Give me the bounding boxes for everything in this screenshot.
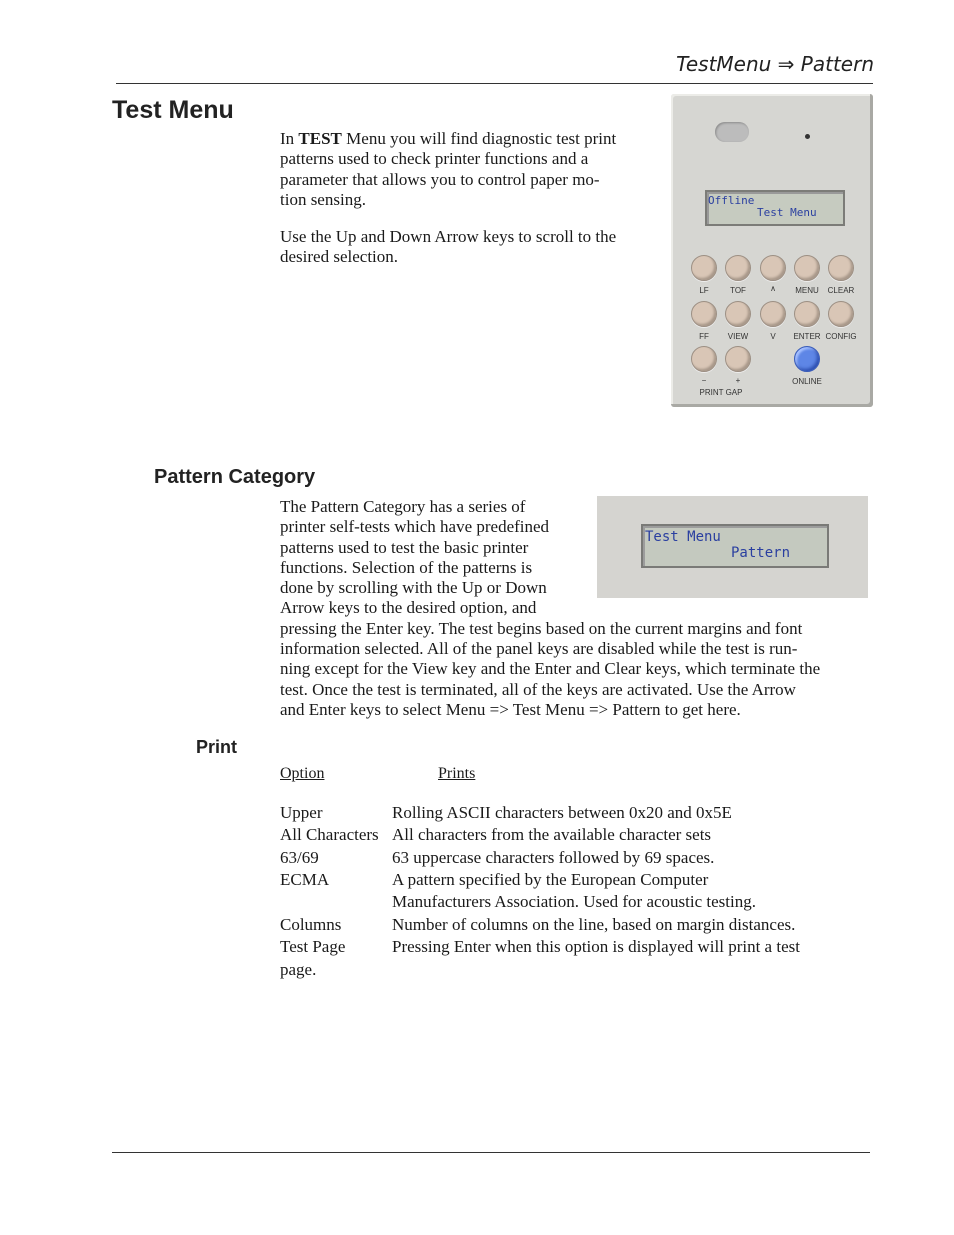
running-header: TestMenu ⇒ Pattern — [676, 52, 874, 76]
option-cell: 63/69 — [280, 848, 319, 867]
pattern-line: and Enter keys to select Menu => Test Menu => Pattern to get here. — [280, 699, 741, 719]
pattern-line: test. Once the test is terminated, all of the keys are activated. Use the Arrow — [280, 679, 796, 699]
key-down-arrow — [760, 301, 786, 327]
intro-line-1: Menu you will find diagnostic test print — [341, 129, 617, 148]
key-label-tof: TOF — [730, 286, 746, 295]
pattern-line: information selected. All of the panel keys are disabled while the test is run- — [280, 639, 798, 659]
key-config — [828, 301, 854, 327]
key-label-up: ∧ — [770, 284, 776, 293]
pattern-lcd-line2: Pattern — [731, 545, 791, 561]
prints-cell: Number of columns on the line, based on margin distances. — [392, 915, 796, 934]
key-tof — [725, 255, 751, 281]
key-label-config: CONFIG — [825, 332, 857, 341]
pattern-line: functions. Selection of the patterns is — [280, 557, 533, 577]
key-label-minus: − — [701, 376, 707, 385]
column-header-prints: Prints — [438, 765, 476, 782]
key-label-print-gap: PRINT GAP — [699, 388, 743, 397]
key-label-menu: MENU — [795, 286, 819, 295]
key-ff — [691, 301, 717, 327]
intro-line-2: patterns used to check printer functions and a — [280, 149, 589, 169]
intro-prefix: In — [280, 129, 299, 148]
column-header-option: Option — [280, 765, 325, 782]
key-online — [794, 346, 820, 372]
key-gap-minus — [691, 346, 717, 372]
prints-cell: Manufacturers Association. Used for acoustic testing. — [392, 892, 756, 911]
option-cell: Test Page — [280, 937, 346, 956]
pattern-line: The Pattern Category has a series of — [280, 497, 526, 516]
pattern-line: pressing the Enter key. The test begins based on the current margins and font — [280, 618, 803, 638]
key-label-view: VIEW — [727, 332, 749, 341]
prints-cell: All characters from the available character sets — [392, 825, 712, 844]
key-view — [725, 301, 751, 327]
scroll-paragraph — [280, 227, 650, 268]
header-rule — [116, 83, 873, 84]
key-label-clear: CLEAR — [827, 286, 855, 295]
footer-rule — [112, 1152, 870, 1153]
prints-cell: A pattern specified by the European Computer — [392, 870, 709, 889]
option-cell: Upper — [280, 803, 323, 822]
pattern-paragraph — [280, 497, 880, 720]
scroll-line-2: desired selection. — [280, 247, 399, 267]
key-label-lf: LF — [699, 286, 709, 295]
section-title-pattern-category: Pattern Category — [154, 466, 316, 488]
key-up-arrow — [760, 255, 786, 281]
key-label-online: ONLINE — [792, 377, 822, 386]
panel-lcd-line1: Offline — [708, 194, 755, 207]
prints-cell: 63 uppercase characters followed by 69 spaces. — [392, 848, 715, 867]
key-label-ff: FF — [699, 332, 709, 341]
key-clear — [828, 255, 854, 281]
pattern-line: printer self-tests which have predefined — [280, 517, 550, 537]
pattern-lcd-line1: Test Menu — [645, 529, 721, 545]
pattern-line: patterns used to test the basic printer — [280, 537, 529, 557]
prints-cell: Pressing Enter when this option is displayed will print a test — [392, 937, 800, 956]
key-enter — [794, 301, 820, 327]
pattern-line: done by scrolling with the Up or Down — [280, 578, 547, 598]
intro-bold-test: TEST — [298, 129, 342, 148]
intro-line-4: tion sensing. — [280, 189, 366, 209]
option-cell: Columns — [280, 915, 342, 934]
intro-paragraph — [280, 129, 650, 210]
option-cell: All Characters — [280, 825, 379, 844]
panel-indicator-pill — [715, 122, 749, 142]
key-label-enter: ENTER — [793, 332, 821, 341]
panel-lcd-display — [705, 190, 845, 226]
subsection-title-print: Print — [196, 737, 238, 757]
panel-led — [805, 134, 810, 139]
test-menu-intro — [280, 129, 650, 268]
pattern-line: Arrow keys to the desired option, and — [280, 598, 537, 618]
key-label-plus: + — [735, 376, 741, 385]
panel-lcd-line2: Test Menu — [757, 206, 817, 219]
printer-control-panel-image — [671, 94, 873, 407]
key-gap-plus — [725, 346, 751, 372]
pattern-category-paragraph — [280, 497, 880, 720]
option-cell: page. — [280, 960, 317, 979]
option-cell: ECMA — [280, 870, 330, 889]
prints-cell: Rolling ASCII characters between 0x20 and 0x5E — [392, 803, 732, 822]
key-lf — [691, 255, 717, 281]
intro-line-3: parameter that allows you to control paper mo- — [280, 169, 600, 189]
pattern-line: ning except for the View key and the Enter and Clear keys, which terminate the — [280, 659, 821, 679]
key-label-down: V — [770, 332, 776, 341]
scroll-line-1: Use the Up and Down Arrow keys to scroll to the — [280, 227, 617, 247]
key-menu — [794, 255, 820, 281]
section-title-test-menu: Test Menu — [112, 96, 234, 124]
